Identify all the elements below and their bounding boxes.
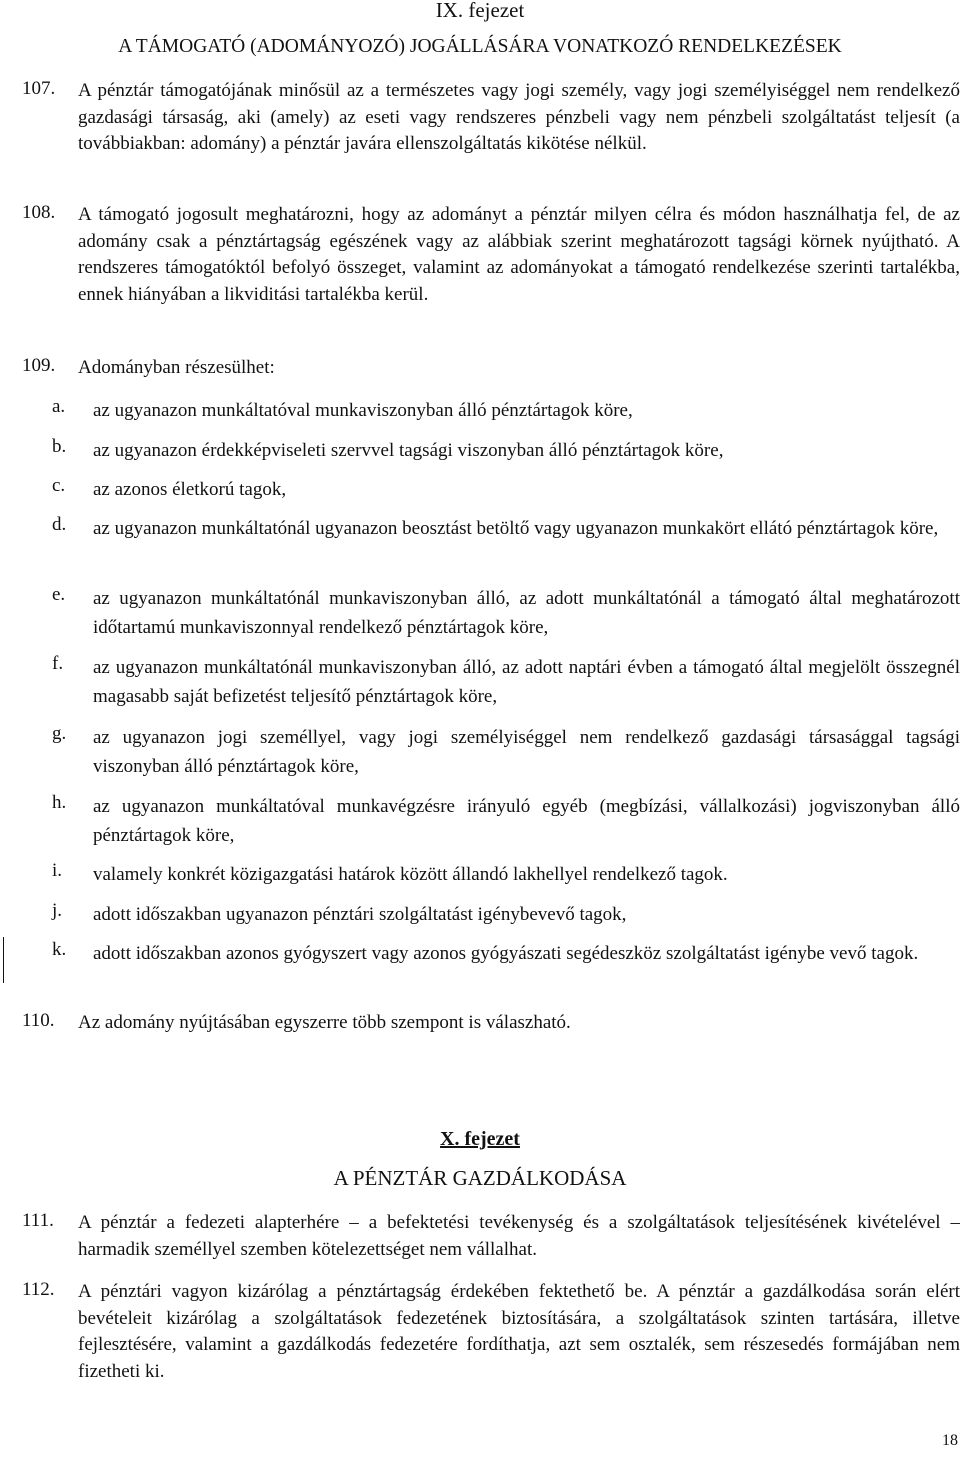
- list-item-letter: b.: [52, 436, 67, 457]
- paragraph-text: A támogató jogosult meghatározni, hogy az adományt a pénztár milyen célra és módon használhatja fel, de az adomány csak a pénztártagság egészének vagy az alábbiak szerint meghatározott tagsági körnek nyújtható. A rendszeres támogatóktól befolyó összeget, valamint az adományokat a támogató rendelkezése szerinti tartalékba, ennek hiányában a likviditási tartalékba kerül.: [78, 204, 960, 305]
- list-item-letter: e.: [52, 584, 66, 605]
- list-item: [52, 860, 960, 889]
- list-item-text: az azonos életkorú tagok,: [93, 479, 287, 500]
- list-item-letter: h.: [52, 792, 67, 813]
- chapter-label: IX. fejezet: [435, 0, 525, 22]
- list-item-letter: i.: [52, 860, 63, 881]
- list-item-text: az ugyanazon munkáltatónál munkaviszonyban álló, az adott naptári évben a támogató által megjelölt összegnél magasabb saját befizetést teljesítő pénztártagok köre,: [93, 657, 960, 707]
- list-item-text: adott időszakban azonos gyógyszert vagy azonos gyógyászati segédeszköz szolgáltatást igénybe vevő tagok.: [93, 943, 919, 964]
- list-item-letter: a.: [52, 396, 66, 417]
- list-item-text: az ugyanazon érdekképviseleti szervvel tagsági viszonyban álló pénztártagok köre,: [93, 440, 724, 461]
- paragraph-111: [22, 1210, 960, 1263]
- paragraph-text: A pénztári vagyon kizárólag a pénztártagság érdekében fektethető be. A pénztár a gazdálkodása során elért bevételeit kizárólag a szolgáltatások fedezetének biztosítására, a szolgáltatások szinten tartására, illetve fejlesztésére, valamint a gazdálkodás fedezetére fordíthatja, azt sem osztalék, sem részesedés formájában nem fizetheti ki.: [78, 1281, 960, 1382]
- list-item-letter: k.: [52, 939, 67, 960]
- list-item-text: az ugyanazon munkáltatónál ugyanazon beosztást betöltő vagy ugyanazon munkakört ellátó pénztártagok köre,: [93, 518, 939, 539]
- paragraph-108: [22, 202, 960, 308]
- list-item: [52, 514, 960, 543]
- paragraph-number: 110.: [22, 1010, 55, 1031]
- paragraph-107: [22, 78, 960, 158]
- list-item: [52, 792, 960, 850]
- list-item-letter: j.: [52, 900, 63, 921]
- list-item: [52, 900, 960, 929]
- revision-margin-bar: [3, 937, 4, 983]
- paragraph-number: 109.: [22, 355, 56, 376]
- list-item-letter: c.: [52, 475, 66, 496]
- paragraph-text: Az adomány nyújtásában egyszerre több szempont is válaszható.: [78, 1012, 571, 1033]
- list-item-text: az ugyanazon jogi személlyel, vagy jogi személyiséggel nem rendelkező gazdasági társasággal tagsági viszonyban álló pénztártagok köre,: [93, 727, 960, 777]
- paragraph-text: Adományban részesülhet:: [78, 357, 275, 378]
- list-item-letter: f.: [52, 653, 64, 674]
- list-item: [52, 436, 960, 465]
- paragraph-number: 108.: [22, 202, 56, 223]
- chapter-title: A TÁMOGATÓ (ADOMÁNYOZÓ) JOGÁLLÁSÁRA VONATKOZÓ RENDELKEZÉSEK: [118, 36, 842, 57]
- chapter-label: X. fejezet: [440, 1128, 520, 1150]
- list-item-text: az ugyanazon munkáltatóval munkavégzésre irányuló egyéb (megbízási, vállalkozási) jogviszonyban álló pénztártagok köre,: [93, 796, 960, 846]
- list-item: [52, 939, 960, 968]
- paragraph-number: 107.: [22, 78, 56, 99]
- paragraph-110: [22, 1010, 960, 1037]
- list-item-letter: g.: [52, 723, 67, 744]
- list-item-text: az ugyanazon munkáltatónál munkaviszonyban álló, az adott munkáltatónál a támogató által meghatározott időtartamú munkaviszonnyal rendelkező pénztártagok köre,: [93, 588, 960, 638]
- list-item-text: az ugyanazon munkáltatóval munkaviszonyban álló pénztártagok köre,: [93, 400, 633, 421]
- list-item: [52, 723, 960, 781]
- paragraph-text: A pénztár támogatójának minősül az a természetes vagy jogi személy, vagy jogi személyiséggel nem rendelkező gazdasági társaság, aki (amely) az eseti vagy rendszeres pénzbeli vagy nem pénzbeli szolgáltatást teljesít (a továbbiakban: adomány) a pénztár javára ellenszolgáltatás kikötése nélkül.: [78, 80, 960, 154]
- paragraph-number: 112.: [22, 1279, 55, 1300]
- paragraph-109: [22, 355, 960, 382]
- list-item: [52, 653, 960, 711]
- list-item: [52, 475, 960, 504]
- list-item-text: valamely konkrét közigazgatási határok között állandó lakhellyel rendelkező tagok.: [93, 864, 728, 885]
- paragraph-number: 111.: [22, 1210, 54, 1231]
- list-item-letter: d.: [52, 514, 67, 535]
- paragraph-112: [22, 1279, 960, 1385]
- list-item-text: adott időszakban ugyanazon pénztári szolgáltatást igénybevevő tagok,: [93, 904, 627, 925]
- list-item: [52, 584, 960, 642]
- paragraph-text: A pénztár a fedezeti alapterhére – a befektetési tevékenység és a szolgáltatások teljesítésének kivételével – harmadik személlyel szemben kötelezettséget nem vállalhat.: [78, 1212, 960, 1260]
- page-number: 18: [942, 1432, 958, 1449]
- chapter-title: A PÉNZTÁR GAZDÁLKODÁSA: [333, 1166, 627, 1190]
- list-item: [52, 396, 960, 425]
